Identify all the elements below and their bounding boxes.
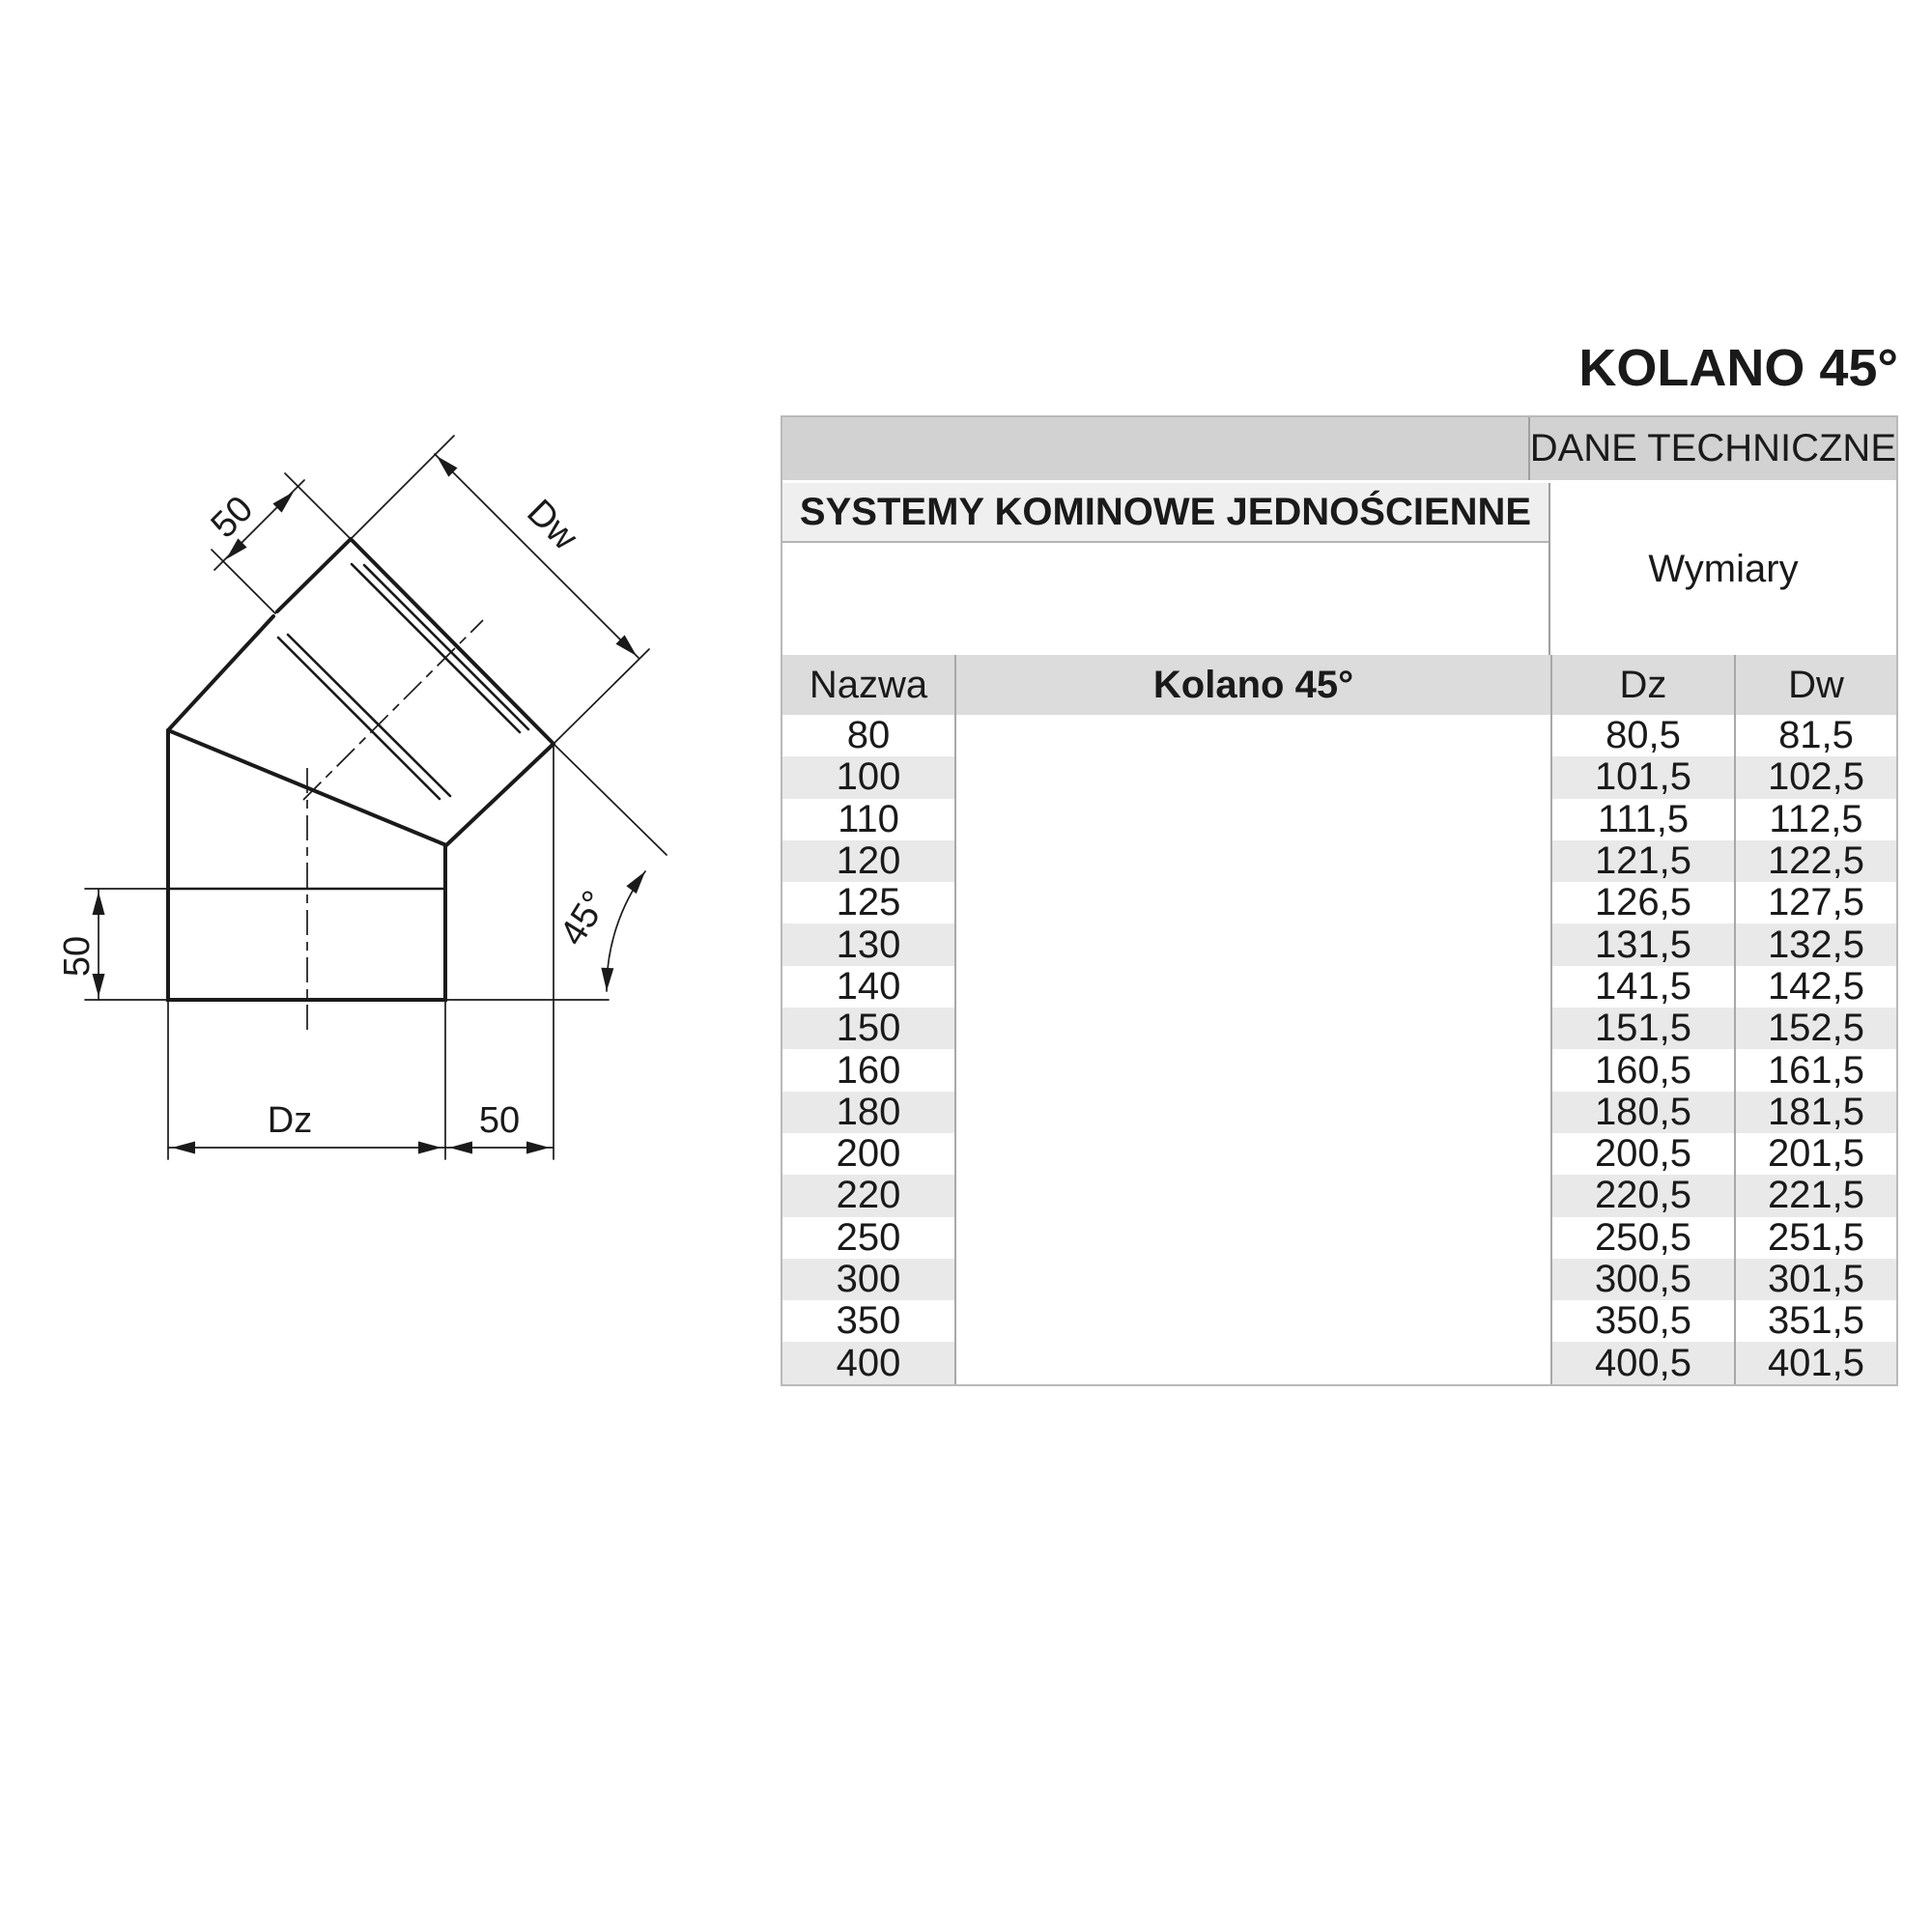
row-dw-cell: 201,5	[1734, 1133, 1896, 1175]
row-product-cell	[954, 1217, 1550, 1259]
row-name-cell: 150	[782, 1008, 954, 1049]
row-dw-cell: 132,5	[1734, 923, 1896, 965]
row-name-cell: 220	[782, 1175, 954, 1216]
row-product-cell	[954, 923, 1550, 965]
row-dz-cell: 111,5	[1550, 799, 1734, 840]
table-row	[782, 1259, 1896, 1300]
row-dw-cell: 161,5	[1734, 1049, 1896, 1091]
row-dw-cell: 181,5	[1734, 1092, 1896, 1133]
table-row	[782, 1133, 1896, 1175]
row-name-cell: 120	[782, 840, 954, 882]
dim-label-dw: Dw	[519, 492, 585, 558]
row-dw-cell: 142,5	[1734, 966, 1896, 1008]
row-name-cell: 350	[782, 1300, 954, 1342]
row-dz-cell: 121,5	[1550, 840, 1734, 882]
row-dz-cell: 141,5	[1550, 966, 1734, 1008]
row-name-cell: 100	[782, 756, 954, 798]
row-name-cell: 125	[782, 882, 954, 923]
row-dw-cell: 127,5	[1734, 882, 1896, 923]
row-product-cell	[954, 1092, 1550, 1133]
row-product-cell	[954, 1049, 1550, 1091]
table-row	[782, 799, 1896, 840]
row-dw-cell: 81,5	[1734, 715, 1896, 756]
row-dz-cell: 151,5	[1550, 1008, 1734, 1049]
table-row	[782, 923, 1896, 965]
row-dz-cell: 300,5	[1550, 1259, 1734, 1300]
row-name-cell: 200	[782, 1133, 954, 1175]
row-product-cell	[954, 1342, 1550, 1383]
column-header-product: Kolano 45°	[954, 655, 1550, 715]
table-row	[782, 1175, 1896, 1216]
section-gap-cell	[782, 543, 1548, 655]
row-dz-cell: 101,5	[1550, 756, 1734, 798]
row-product-cell	[954, 715, 1550, 756]
row-name-cell: 300	[782, 1259, 954, 1300]
table-row	[782, 756, 1896, 798]
column-header-nazwa: Nazwa	[782, 655, 954, 715]
row-dz-cell: 200,5	[1550, 1133, 1734, 1175]
row-dw-cell: 401,5	[1734, 1342, 1896, 1383]
page-title: KOLANO 45°	[1578, 339, 1898, 397]
seam-lines	[168, 564, 528, 889]
row-product-cell	[954, 1175, 1550, 1216]
technical-data-table	[781, 415, 1898, 1386]
row-dw-cell: 221,5	[1734, 1175, 1896, 1216]
row-dz-cell: 220,5	[1550, 1175, 1734, 1216]
table-row	[782, 715, 1896, 756]
table-row	[782, 966, 1896, 1008]
row-dz-cell: 160,5	[1550, 1049, 1734, 1091]
row-product-cell	[954, 1133, 1550, 1175]
extension-lines	[85, 436, 667, 1159]
row-dz-cell: 350,5	[1550, 1300, 1734, 1342]
row-product-cell	[954, 966, 1550, 1008]
table-row	[782, 1300, 1896, 1342]
table-row	[782, 1342, 1896, 1383]
table-row	[782, 882, 1896, 923]
row-dz-cell: 80,5	[1550, 715, 1734, 756]
table-row	[782, 1092, 1896, 1133]
row-dw-cell: 102,5	[1734, 756, 1896, 798]
row-dz-cell: 126,5	[1550, 882, 1734, 923]
row-name-cell: 250	[782, 1217, 954, 1259]
row-name-cell: 180	[782, 1092, 954, 1133]
wymiary-header: Wymiary	[1548, 483, 1896, 655]
dim-label-socket-50: 50	[203, 488, 262, 547]
row-product-cell	[954, 1259, 1550, 1300]
section-header: SYSTEMY KOMINOWE JEDNOŚCIENNE	[782, 483, 1548, 543]
row-dw-cell: 112,5	[1734, 799, 1896, 840]
row-product-cell	[954, 756, 1550, 798]
top-band-row	[782, 417, 1896, 483]
table-row	[782, 1008, 1896, 1049]
row-dz-cell: 400,5	[1550, 1342, 1734, 1383]
row-dz-cell: 180,5	[1550, 1092, 1734, 1133]
dim-label-angle-45: 45°	[552, 884, 616, 953]
table-row	[782, 1217, 1896, 1259]
row-dw-cell: 251,5	[1734, 1217, 1896, 1259]
row-name-cell: 130	[782, 923, 954, 965]
row-product-cell	[954, 1008, 1550, 1049]
row-dw-cell: 152,5	[1734, 1008, 1896, 1049]
row-dz-cell: 131,5	[1550, 923, 1734, 965]
column-header-row	[782, 655, 1896, 715]
center-lines	[303, 620, 483, 1036]
row-product-cell	[954, 1300, 1550, 1342]
table-row	[782, 840, 1896, 882]
dim-label-bottom-50: 50	[478, 1100, 521, 1141]
dim-label-dz: Dz	[267, 1100, 313, 1141]
dane-techniczne-header: DANE TECHNICZNE	[1528, 417, 1896, 480]
column-header-dw: Dw	[1734, 655, 1896, 715]
top-band-empty-cell	[782, 417, 1528, 480]
row-dw-cell: 122,5	[1734, 840, 1896, 882]
row-dw-cell: 301,5	[1734, 1259, 1896, 1300]
column-header-dz: Dz	[1550, 655, 1734, 715]
row-name-cell: 110	[782, 799, 954, 840]
row-name-cell: 140	[782, 966, 954, 1008]
dimension-arrows	[93, 451, 651, 1153]
section-row	[782, 483, 1896, 655]
data-rows	[782, 715, 1896, 1384]
row-dw-cell: 351,5	[1734, 1300, 1896, 1342]
table-row	[782, 1049, 1896, 1091]
row-product-cell	[954, 799, 1550, 840]
row-product-cell	[954, 882, 1550, 923]
elbow-outline	[168, 539, 554, 1000]
row-name-cell: 400	[782, 1342, 954, 1383]
row-name-cell: 160	[782, 1049, 954, 1091]
row-dz-cell: 250,5	[1550, 1217, 1734, 1259]
row-product-cell	[954, 840, 1550, 882]
row-name-cell: 80	[782, 715, 954, 756]
elbow-technical-drawing	[39, 386, 753, 1179]
dim-label-left-50: 50	[57, 935, 98, 978]
